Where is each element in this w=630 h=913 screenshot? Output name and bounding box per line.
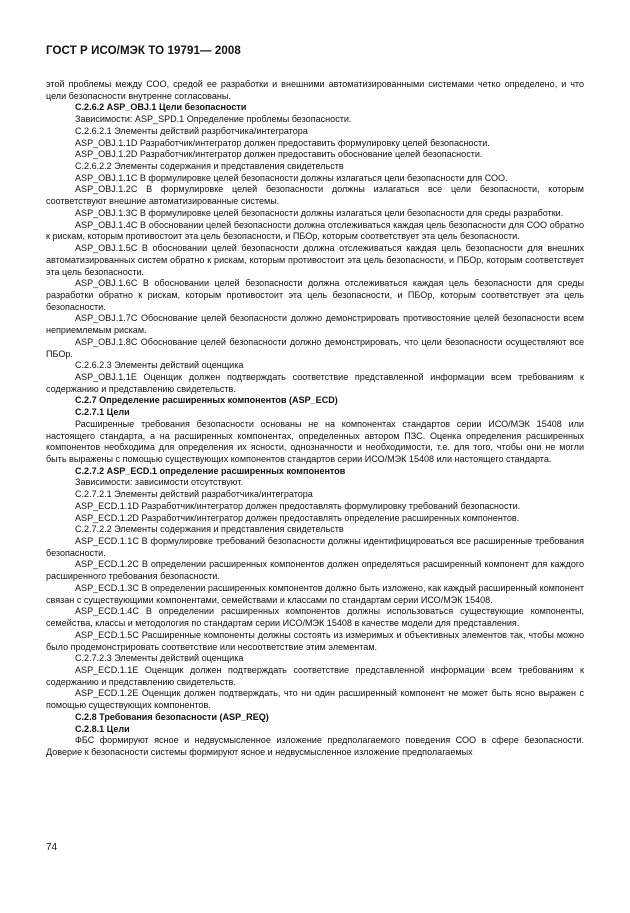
paragraph: ASP_OBJ.1.2D Разработчик/интегратор должен предоставить обоснование целей безопасности. — [75, 149, 483, 160]
paragraph: С.2.7.2.1 Элементы действий разработчика/интегратора — [75, 489, 313, 500]
paragraph: Расширенные требования безопасности основаны не на компонентах стандартов серии ИСО/МЭК 15408 или настоящего стандарта, а на расширенных компонентах, определенных автором ПЗС. Оценка определения расширенных компонентов необходима для определения их ясности, однозначности и необходимости, т.е. для того, чтобы они не могли быть выражены с помощью существующих компонентов стандартов серии ИСО/МЭК 15408 или настоящего стандарта. — [46, 418, 584, 464]
paragraph: ASP_OBJ.1.8C Обоснование целей безопасности должно демонстрировать, что цели безопасности осуществляют все ПБОр. — [46, 336, 584, 359]
paragraph: Зависимости: зависимости отсутствуют. — [75, 477, 244, 488]
paragraph: ASP_ECD.1.4C В определении расширенных компонентов должны использоваться существующие компоненты, семейства, классы и методология по стандартам серии ИСО/МЭК 15408 в качестве модели для представления. — [46, 606, 584, 629]
paragraph: ASP_OBJ.1.4C В обосновании целей безопасности должна отслеживаться каждая цель безопасности для СОО обратно к рискам, которым противостоит эта цель безопасности, и ПБОр, которым соответствует эта цель безопасности. — [46, 219, 584, 242]
paragraph: ASP_ECD.1.1E Оценщик должен подтверждать соответствие представленной информации всем требованиям к содержанию и представлению свидетельств. — [46, 664, 584, 687]
paragraph: С.2.6.2.3 Элементы действий оценщика — [75, 360, 244, 371]
paragraph: С.2.7.2.2 Элементы содержания и представления свидетельств — [75, 524, 344, 535]
paragraph: ASP_OBJ.1.2C В формулировке целей безопасности должны излагаться все цели безопасности, которым соответствуют внешние автоматизированные системы. — [46, 184, 584, 207]
paragraph: ASP_OBJ.1.3C В формулировке целей безопасности должны излагаться цели безопасности для среды разработки. — [75, 207, 564, 218]
paragraph: ASP_ECD.1.5C Расширенные компоненты должны состоять из измеримых и объективных элементов так, чтобы можно было продемонстрировать соответствие или несоответствие этим элементам. — [46, 629, 584, 652]
paragraph: С.2.6.2.1 Элементы действий разрботчика/интегратора — [75, 125, 308, 136]
paragraph: С.2.7.2.3 Элементы действий оценщика — [75, 653, 244, 664]
section-heading: С.2.6.2 ASP_OBJ.1 Цели безопасности — [75, 102, 247, 113]
paragraph: ASP_ECD.1.2D Разработчик/интегратор должен предоставлять определение расширенных компонентов. — [75, 512, 520, 523]
section-heading: С.2.7.1 Цели — [75, 407, 130, 418]
paragraph: ASP_ECD.1.2C В определении расширенных компонентов должен определяться расширенный компонент для каждого расширенного требования безопасности. — [46, 559, 584, 582]
paragraph: Зависимости: ASP_SPD.1 Определение проблемы безопасности. — [75, 114, 352, 125]
paragraph: этой проблемы между СОО, средой ее разработки и внешними автоматизированными системами четко определено, и что цели безопасности внутренне согласованы. — [46, 79, 584, 101]
paragraph: ФБС формируют ясное и недвусмысленное изложение предполагаемого поведения СОО в сфере безопасности. Доверие к безопасности системы формируют ясное и недвусмысленное изложение предполагаемых — [46, 735, 584, 757]
section-heading: С.2.8 Требования безопасности (ASP_REQ) — [75, 711, 269, 722]
paragraph: ASP_OBJ.1.1D Разработчик/интегратор должен предоставить формулировку целей безопасности. — [75, 137, 490, 148]
section-heading: С.2.8.1 Цели — [75, 723, 130, 734]
paragraph: ASP_OBJ.1.1E Оценщик должен подтверждать соответствие представленной информации всем требованиям к содержанию и представлению свидетельств. — [46, 371, 584, 394]
paragraph: С.2.6.2.2 Элементы содержания и представления свидетельств — [75, 161, 344, 172]
paragraph: ASP_ECD.1.1D Разработчик/интегратор должен предоставлять формулировку требований безопасности. — [75, 500, 521, 511]
paragraph: ASP_ECD.1.2E Оценщик должен подтверждать, что ни один расширенный компонент не может быть ясно выражен с помощью существующих компонентов. — [46, 688, 584, 711]
paragraph: ASP_OBJ.1.6C В обосновании целей безопасности должна отслеживаться каждая цель безопасности для среды разработки обратно к рискам, которым противостоит эта цель безопасности, и ПБОр, которым соответствует эта цель безопасности. — [46, 278, 584, 312]
paragraph: ASP_ECD.1.1C В формулировке требований безопасности должны идентифицироваться все расширенные требования безопасности. — [46, 536, 584, 558]
page-header: ГОСТ Р ИСО/МЭК ТО 19791— 2008 — [46, 45, 241, 57]
section-heading: С.2.7.2 ASP_ECD.1 определение расширенных компонентов — [75, 465, 346, 476]
paragraph: ASP_OBJ.1.5C В обосновании целей безопасности должна отслеживаться каждая цель безопасности для внешних автоматизированных систем обратно к рискам, которым противостоит эта цель безопасности, и ПБОр, которым соответствует эта цель безопасности. — [46, 243, 584, 277]
page-number: 74 — [46, 842, 58, 853]
paragraph: ASP_ECD.1.3C В определении расширенных компонентов должно быть изложено, как каждый расширенный компонент связан с существующими компонентами, семействами и классами по стандартам серии ИСО/МЭК 15408. — [46, 582, 584, 605]
paragraph: ASP_OBJ.1.1C В формулировке целей безопасности должны излагаться цели безопасности для СОО. — [75, 172, 508, 183]
section-heading: С.2.7 Определение расширенных компонентов (ASP_ECD) — [75, 395, 338, 406]
paragraph: ASP_OBJ.1.7C Обоснование целей безопасности должно демонстрировать противостояние целей безопасности всем неприемлемым рискам. — [46, 313, 584, 336]
document-body — [46, 79, 584, 759]
